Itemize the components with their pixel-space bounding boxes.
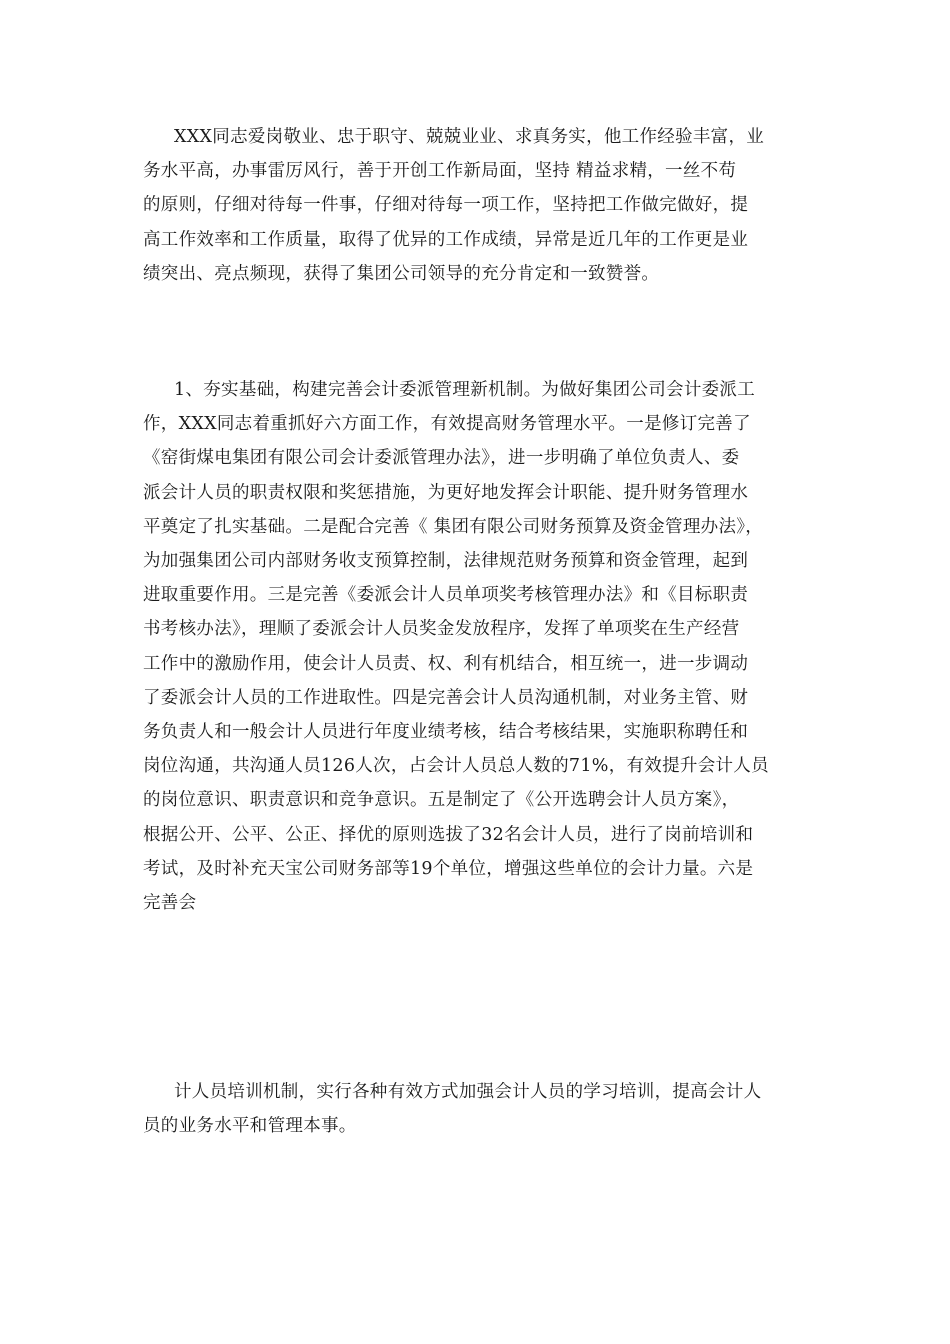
text-line: 进取重要作用。三是完善《委派会计人员单项奖考核管理办法》和《目标职责 — [143, 585, 749, 606]
text-line: 为加强集团公司内部财务收支预算控制，法律规范财务预算和资金管理，起到 — [143, 551, 749, 572]
text-line: 1、夯实基础，构建完善会计委派管理新机制。为做好集团公司会计委派工 — [174, 380, 756, 400]
text-line: 高工作效率和工作质量，取得了优异的工作成绩，异常是近几年的工作更是业 — [143, 229, 749, 250]
text-line: 的岗位意识、职责意识和竞争意识。五是制定了《公开选聘会计人员方案》， — [143, 790, 740, 811]
text-line: 工作中的激励作用，使会计人员责、权、利有机结合，相互统一，进一步调动 — [143, 653, 749, 674]
text-line: 作，XXX同志着重抓好六方面工作，有效提高财务管理水平。一是修订完善了 — [143, 414, 751, 435]
paragraph-commendation — [143, 120, 815, 291]
text-line: 了委派会计人员的工作进取性。四是完善会计人员沟通机制，对业务主管、财 — [143, 687, 749, 708]
text-line: 岗位沟通，共沟通人员126人次，占会计人员总人数的71%，有效提升会计人员 — [143, 756, 769, 777]
text-line: 平奠定了扎实基础。二是配合完善《 集团有限公司财务预算及资金管理办法》， — [143, 516, 764, 537]
text-line: 务负责人和一般会计人员进行年度业绩考核，结合考核结果，实施职称聘任和 — [143, 722, 749, 743]
text-line: 书考核办法》，理顺了委派会计人员奖金发放程序，发挥了单项奖在生产经营 — [143, 619, 740, 640]
text-line: 务水平高，办事雷厉风行，善于开创工作新局面，坚持 精益求精，一丝不苟 — [143, 161, 737, 182]
text-line: 《窑街煤电集团有限公司会计委派管理办法》，进一步明确了单位负责人、委 — [143, 448, 740, 469]
text-line: XXX同志爱岗敬业、忠于职守、兢兢业业、求真务实，他工作经验丰富，业 — [174, 127, 765, 147]
text-line: 完善会 — [143, 893, 197, 914]
text-line: 员的业务水平和管理本事。 — [143, 1116, 357, 1137]
text-line: 计人员培训机制，实行各种有效方式加强会计人员的学习培训，提高会计人 — [174, 1082, 762, 1102]
text-line: 根据公开、公平、公正、择优的原则选拔了32名会计人员，进行了岗前培训和 — [143, 824, 754, 845]
text-line: 考试，及时补充天宝公司财务部等19个单位，增强这些单位的会计力量。六是 — [143, 858, 754, 879]
text-line: 的原则，仔细对待每一件事，仔细对待每一项工作，坚持把工作做完做好，提 — [143, 195, 749, 216]
paragraph-training-mechanism — [143, 1075, 815, 1143]
text-line: 派会计人员的职责权限和奖惩措施，为更好地发挥会计职能、提升财务管理水 — [143, 482, 749, 503]
paragraph-accounting-mechanism — [143, 373, 815, 920]
text-line: 绩突出、亮点频现，获得了集团公司领导的充分肯定和一致赞誉。 — [143, 263, 660, 284]
